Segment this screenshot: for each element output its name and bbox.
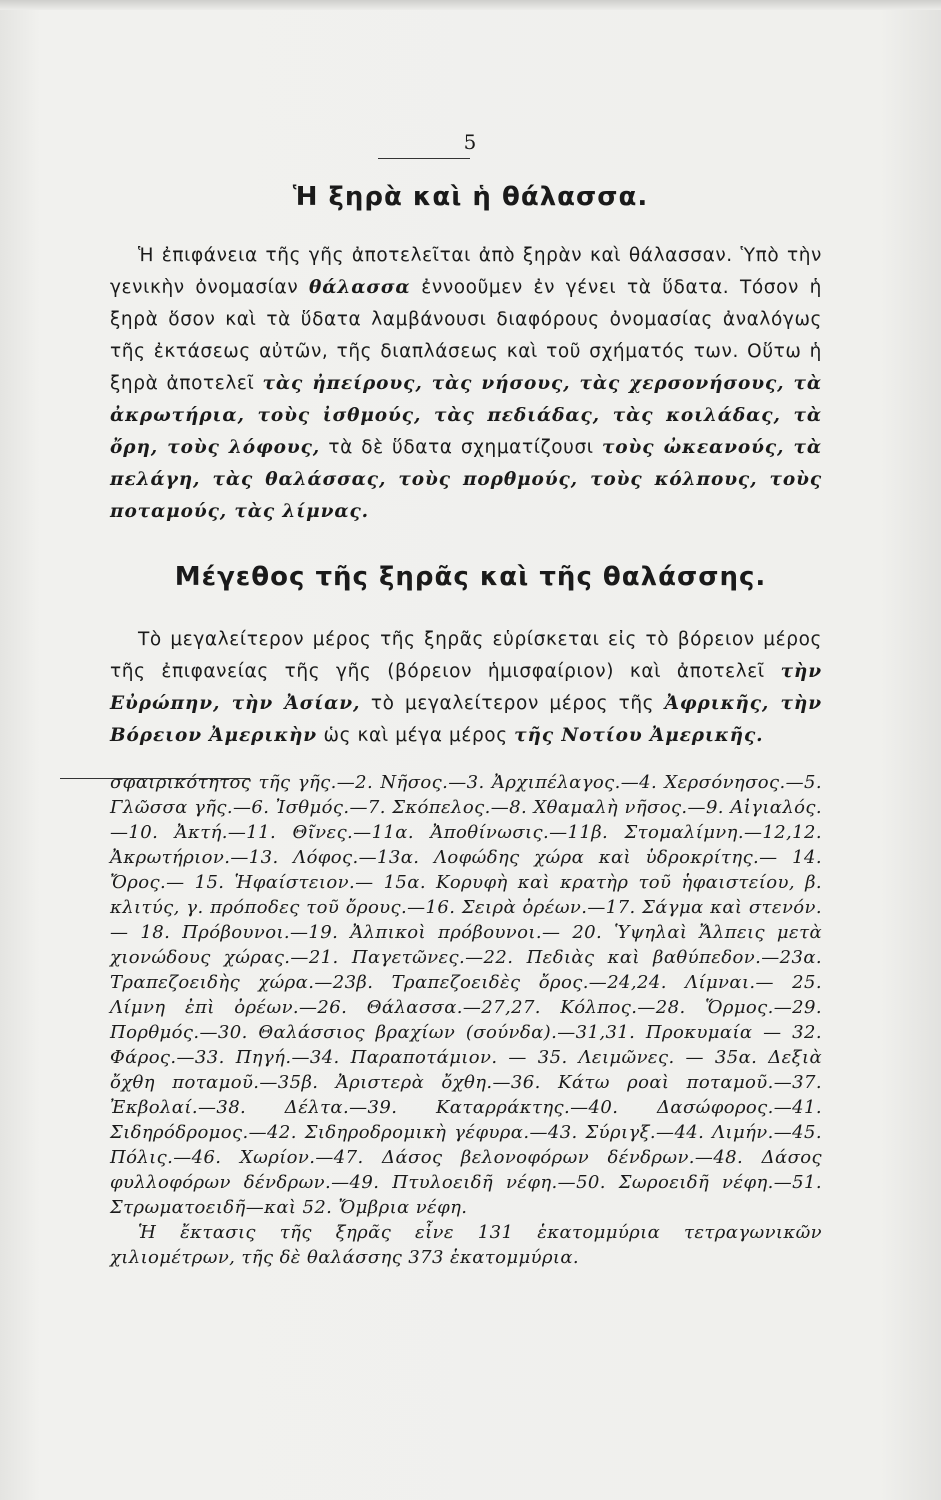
page-top-edge [0, 0, 941, 10]
area-note: Ἡ ἔκτασις τῆς ξηρᾶς εἶνε 131 ἑκατομμύρια τετραγωνικῶν χιλιομέτρων, τῆς δὲ θαλάσσης 373 ἑκατομμύρια. [110, 1222, 822, 1268]
water-forms-list: τοὺς ὠκεανούς, τὰ πελάγη, τὰς θαλάσσας, τοὺς πορθμούς, τοὺς κόλπους, τοὺς ποταμούς, τὰς λίμνας. [110, 437, 822, 522]
page-number: 5 [463, 130, 478, 154]
paragraph-land-and-sea [110, 240, 822, 528]
figure-legend: σφαιρικότητος τῆς γῆς.—2. Νῆσος.—3. Ἀρχιπέλαγος.—4. Χερσόνησος.—5. Γλῶσσα γῆς.—6. Ἰσθμός.—7. Σκόπελος.—8. Χθαμαλὴ νῆσος.—9. Αἰγιαλός.—10. Ἀκτή.—11. Θῖνες.—11α. Ἀποθίνωσις.—11β. Στομαλίμνη.—12,12. Ἀκρωτήριον.—13. Λόφος.—13α. Λοφώδης χώρα καὶ ὑδροκρίτης.— 14. Ὄρος.— 15. Ἡφαίστειον.— 15α. Κορυφὴ καὶ κρατὴρ τοῦ ἡφαιστείου, β. κλιτύς, γ. πρόποδες τοῦ ὄρους.—16. Σειρὰ ὀρέων.—17. Σάγμα καὶ στενόν.— 18. Πρόβουνοι.—19. Ἀλπικοὶ πρόβουνοι.— 20. Ὑψηλαὶ Ἄλπεις μετὰ χιονώδους χώρας.—21. Παγετῶνες.—22. Πεδιὰς καὶ βαθύπεδον.—23α. Τραπεζοειδὴς χώρα.—23β. Τραπεζοειδὲς ὄρος.—24,24. Λίμναι.— 25. Λίμνη ἐπὶ ὀρέων.—26. Θάλασσα.—27,27. Κόλπος.—28. Ὅρμος.—29. Πορθμός.—30. Θαλάσσιος βραχίων (σούνδα).—31,31. Προκυμαία — 32. Φάρος.—33. Πηγή.—34. Παραποτάμιον. — 35. Λειμῶνες. — 35α. Δεξιὰ ὄχθη ποταμοῦ.—35β. Ἀριστερὰ ὄχθη.—36. Κάτω ροαὶ ποταμοῦ.—37. Ἐκβολαί.—38. Δέλτα.—39. Καταρράκτης.—40. Δασώφορος.—41. Σιδηρόδρομος.—42. Σιδηροδρομικὴ γέφυρα.—43. Σύριγξ.—44. Λιμήν.—45. Πόλις.—46. Χωρίον.—47. Δάσος βελονοφόρων δένδρων.—48. Δάσος φυλλοφόρων δένδρων.—49. Πτυλοειδῆ νέφη.—50. Σωροειδῆ νέφη.—51. Στρωματοειδῆ—καὶ 52. Ὄμβρια νέφη. [110, 772, 822, 1218]
paragraph-text: Τὸ μεγαλείτερον μέρος τῆς ξηρᾶς εὑρίσκεται εἰς τὸ βόρειον μέρος τῆς ἐπιφανείας τῆς γῆς (βόρειον ἡμισφαίριον) καὶ ἀποτελεῖ [110, 629, 822, 682]
page-number-rule [378, 158, 470, 159]
continents-list: τὴν Εὐρώπην, τὴν Ἀσίαν, [110, 661, 822, 714]
section-title-size: Μέγεθος τῆς ξηρᾶς καὶ τῆς θαλάσσης. [174, 562, 767, 592]
footnotes [110, 770, 822, 1270]
term-thalassa: θάλασσα [308, 277, 411, 298]
paragraph-text: ἐννοοῦμεν ἐν γένει τὰ ὕδατα. Τόσον ἡ ξηρὰ ὅσον καὶ τὰ ὕδατα λαμβάνουσι διαφόρους ὀνομασίας ἀναλόγως τῆς ἐκτάσεως αὐτῶν, τῆς διαπλάσεως καὶ τοῦ σχήματός των. Οὕτω ἡ ξηρὰ ἀποτελεῖ [110, 277, 822, 394]
continents-list: Ἀφρικῆς, τὴν Βόρειον Ἀμερικὴν [110, 693, 822, 746]
paragraph-text: τὸ μεγαλείτερον μέρος τῆς [360, 693, 665, 714]
paragraph-text: ὡς καὶ μέγα μέρος [317, 725, 515, 746]
section-title-land-and-sea: Ἡ ξηρὰ καὶ ἡ θάλασσα. [292, 182, 649, 212]
paragraph-text: Ἡ ἐπιφάνεια τῆς γῆς ἀποτελεῖται ἀπὸ ξηρὰν καὶ θάλασσαν. Ὑπὸ τὴν γενικὴν ὀνομασίαν [110, 245, 822, 298]
land-forms-list: τὰς ἠπείρους, τὰς νήσους, τὰς χερσονήσους, τὰ ἀκρωτήρια, τοὺς ἰσθμούς, τὰς πεδιάδας, τὰς κοιλάδας, τὰ ὄρη, τοὺς λόφους, [110, 373, 822, 458]
paragraph-size [110, 624, 822, 752]
paragraph-text: τὰ δὲ ὕδατα σχηματίζουσι [320, 437, 602, 458]
continents-list: τῆς Νοτίου Ἀμερικῆς. [514, 725, 764, 746]
